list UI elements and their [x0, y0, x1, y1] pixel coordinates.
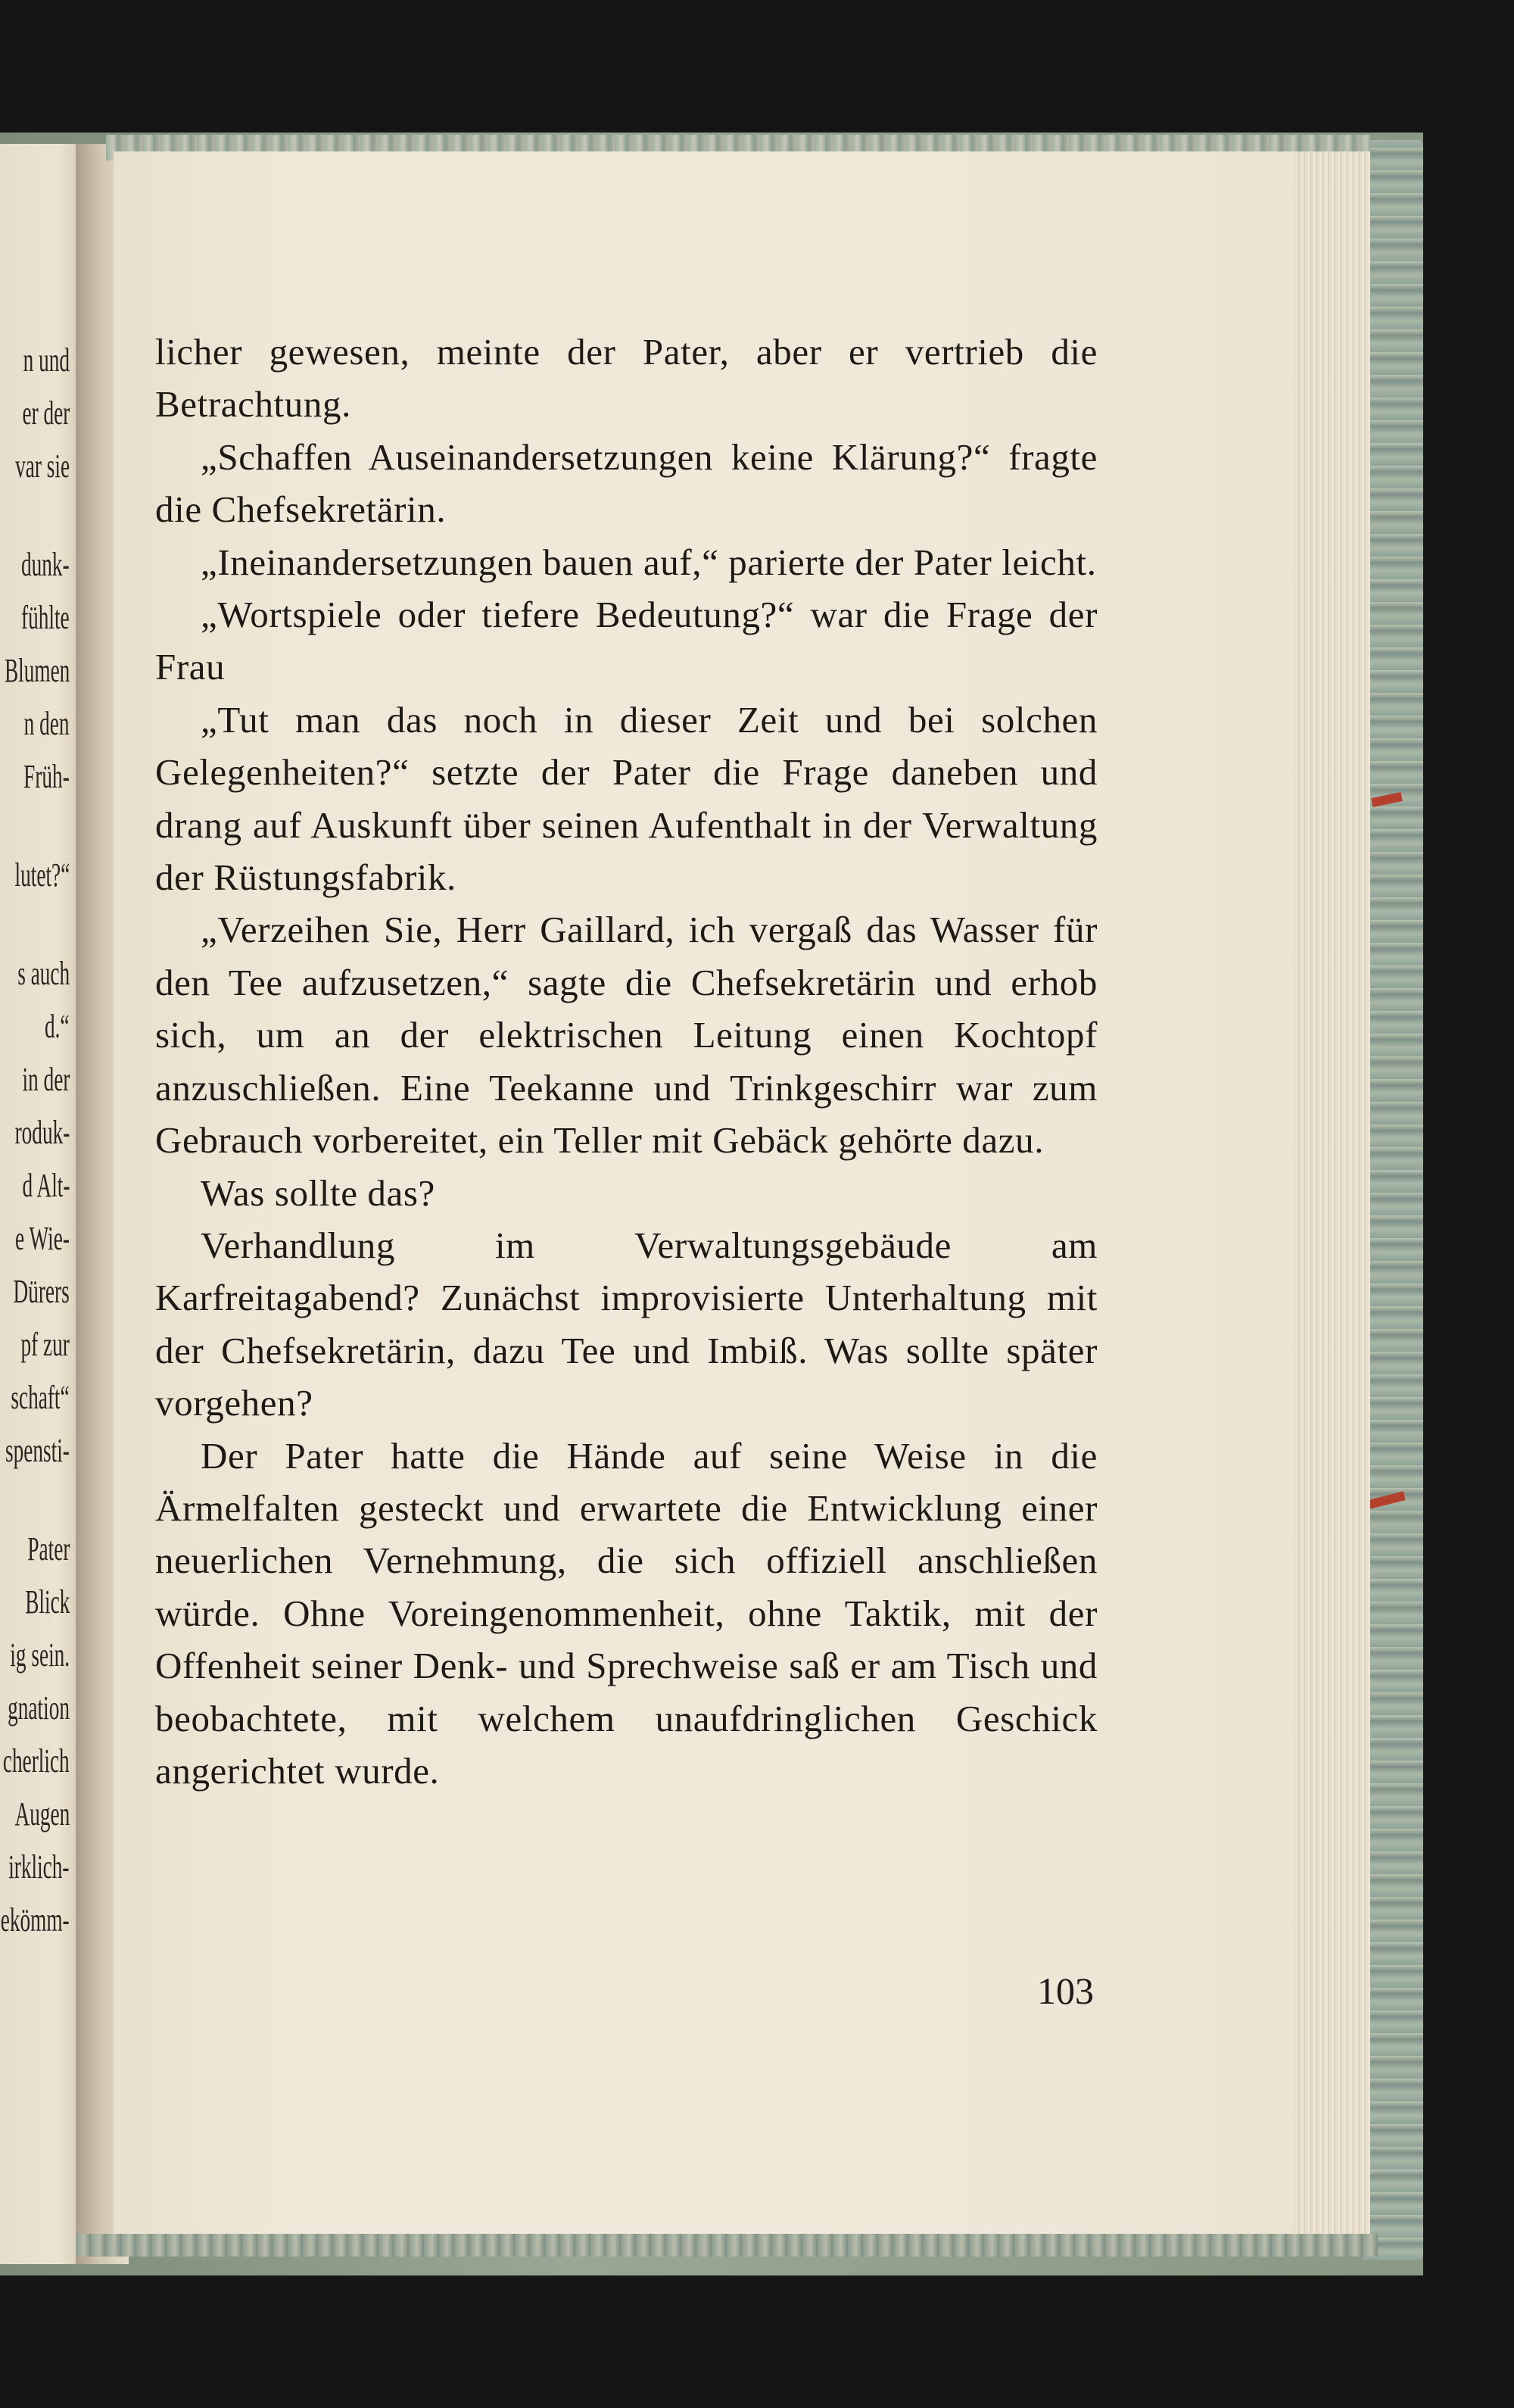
paragraph: licher gewesen, meinte der Pater, aber er vertrieb die Betrachtung.	[155, 331, 1098, 426]
left-page-line: var sie	[15, 448, 70, 485]
paragraph: Verhandlung im Verwaltungsgebäude am Karfreitagabend? Zunächst improvisierte Unterhaltung mit der Chefsekretärin, dazu Tee und Imbiß. Was sollte später vorgehen?	[155, 1224, 1098, 1424]
left-page-line: schaft“	[11, 1379, 70, 1416]
left-page-line: dunk-	[21, 546, 70, 583]
left-page-line: Früh-	[23, 758, 70, 795]
left-page-line: ekömm-	[1, 1901, 70, 1939]
left-page-line: Blick	[24, 1583, 70, 1620]
left-page-line: Augen	[14, 1795, 70, 1833]
left-page-line: pf zur	[20, 1326, 70, 1363]
left-page-line: d.“	[45, 1008, 70, 1045]
left-page-line: s auch	[17, 955, 70, 992]
left-page-line: gnation	[8, 1689, 70, 1726]
left-page-line: er der	[22, 395, 70, 432]
left-page-line: fühlte	[21, 599, 70, 636]
left-page-line: Blumen	[4, 652, 70, 689]
left-page-line: lutet?“	[14, 856, 70, 894]
left-page-line: ig sein.	[10, 1636, 70, 1673]
left-page-line: spensti-	[5, 1432, 70, 1469]
page-bottom-edge	[76, 2234, 1378, 2257]
page-number: 103	[1037, 1970, 1094, 2012]
paragraph: „Wortspiele oder tiefere Bedeutung?“ war die Frage der Frau	[155, 594, 1098, 688]
page-text	[155, 326, 1098, 1797]
page-stack-edge	[1294, 151, 1370, 2249]
left-page-line: d Alt-	[22, 1167, 70, 1204]
paragraph: „Ineinandersetzungen bauen auf,“ parierte der Pater leicht.	[201, 541, 1097, 583]
paragraph: „Schaffen Auseinandersetzungen keine Klärung?“ fragte die Chefsekretärin.	[155, 435, 1098, 531]
left-page-line: roduk-	[14, 1114, 70, 1151]
left-page-line: n und	[23, 342, 70, 379]
left-page-line: e Wie-	[15, 1220, 70, 1257]
left-page-line: cherlich	[3, 1742, 70, 1779]
left-page-line: Pater	[26, 1530, 70, 1567]
book-spine-edge	[1363, 140, 1423, 2260]
left-page-line: n den	[24, 705, 70, 742]
left-page-line: irklich-	[8, 1848, 70, 1886]
left-page-line: in der	[22, 1061, 70, 1098]
paragraph: „Verzeihen Sie, Herr Gaillard, ich vergaß das Wasser für den Tee aufzusetzen,“ sagte die Chefsekretärin und erhob sich, um an der elektrischen Leitung einen Kochtopf anzuschließen. Eine Teekanne und Trinkgeschirr war zum Gebrauch vorbereitet, ein Teller mit Gebäck gehörte dazu.	[155, 909, 1098, 1162]
left-page-line: Dürers	[13, 1273, 70, 1310]
paragraph: Der Pater hatte die Hände auf seine Weise in die Ärmelfalten gesteckt und erwartete die Entwicklung einer neuerlichen Vernehmung, die sich offiziell anschließen würde. Ohne Voreingenommenheit, ohne Taktik, mit der Offenheit seiner Denk- und Sprechweise saß er am Tisch und beobachtete, mit welchem unaufdringlichen Geschick angerichtet wurde.	[155, 1434, 1098, 1792]
paragraph: Was sollte das?	[201, 1171, 435, 1214]
paragraph: „Tut man das noch in dieser Zeit und bei solchen Gelegenheiten?“ setzte der Pater die Frage daneben und drang auf Auskunft über seinen Aufenthalt in der Verwaltung der Rüstungsfabrik.	[155, 698, 1098, 899]
left-page-strip	[0, 144, 82, 2264]
